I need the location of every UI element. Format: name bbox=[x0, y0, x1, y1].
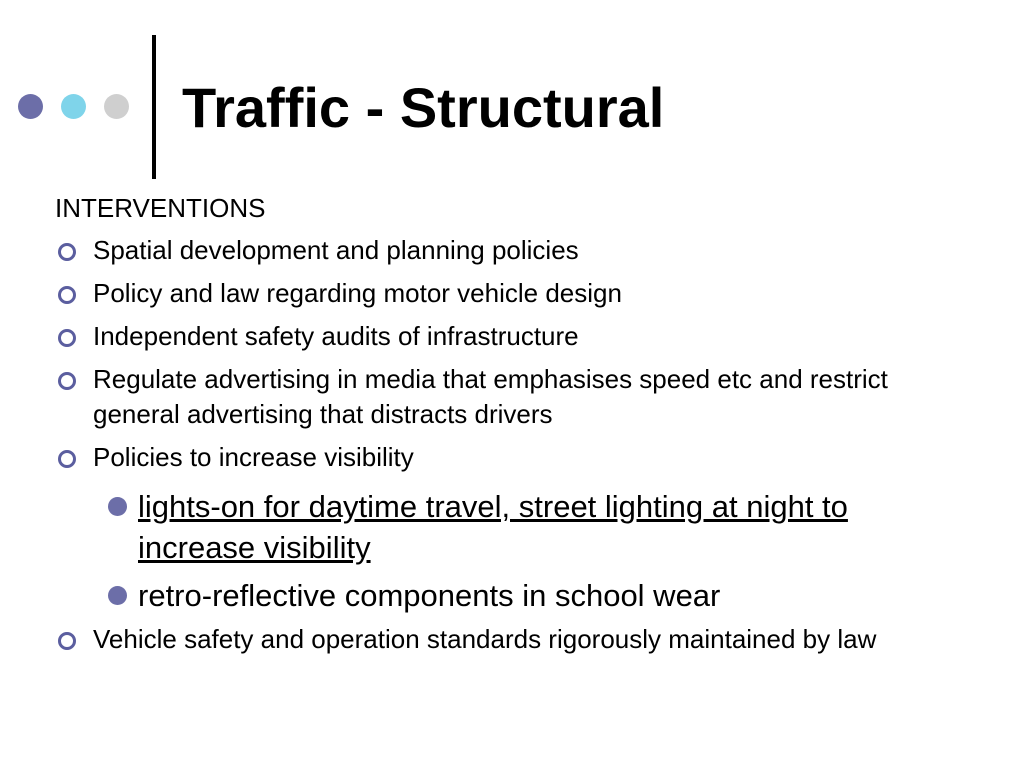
ring-bullet-icon bbox=[58, 243, 76, 261]
ring-bullet-icon bbox=[58, 372, 76, 390]
sub-list-item: retro-reflective components in school wear bbox=[138, 578, 721, 613]
decor-dot-1 bbox=[18, 94, 43, 119]
ring-bullet-icon bbox=[58, 450, 76, 468]
list-item: Independent safety audits of infrastructure bbox=[93, 321, 579, 351]
decor-dot-2 bbox=[61, 94, 86, 119]
sub-list-item-link[interactable]: lights-on for daytime travel, street lighting at night to increase visibility bbox=[138, 489, 848, 565]
ring-bullet-icon bbox=[58, 329, 76, 347]
dot-bullet-icon bbox=[108, 497, 127, 516]
section-heading: INTERVENTIONS bbox=[55, 193, 266, 223]
list-item: Spatial development and planning policies bbox=[93, 235, 579, 265]
ring-bullet-icon bbox=[58, 286, 76, 304]
list-item: Policy and law regarding motor vehicle design bbox=[93, 278, 622, 308]
list-item: Policies to increase visibility bbox=[93, 442, 414, 472]
ring-bullet-icon bbox=[58, 632, 76, 650]
list-item: Vehicle safety and operation standards rigorously maintained by law bbox=[93, 624, 877, 654]
list-item: Regulate advertising in media that emphasises speed etc and restrict general advertising that distracts drivers bbox=[93, 364, 888, 429]
decor-dot-3 bbox=[104, 94, 129, 119]
slide-title: Traffic - Structural bbox=[182, 76, 665, 139]
dot-bullet-icon bbox=[108, 586, 127, 605]
title-divider bbox=[152, 35, 156, 179]
